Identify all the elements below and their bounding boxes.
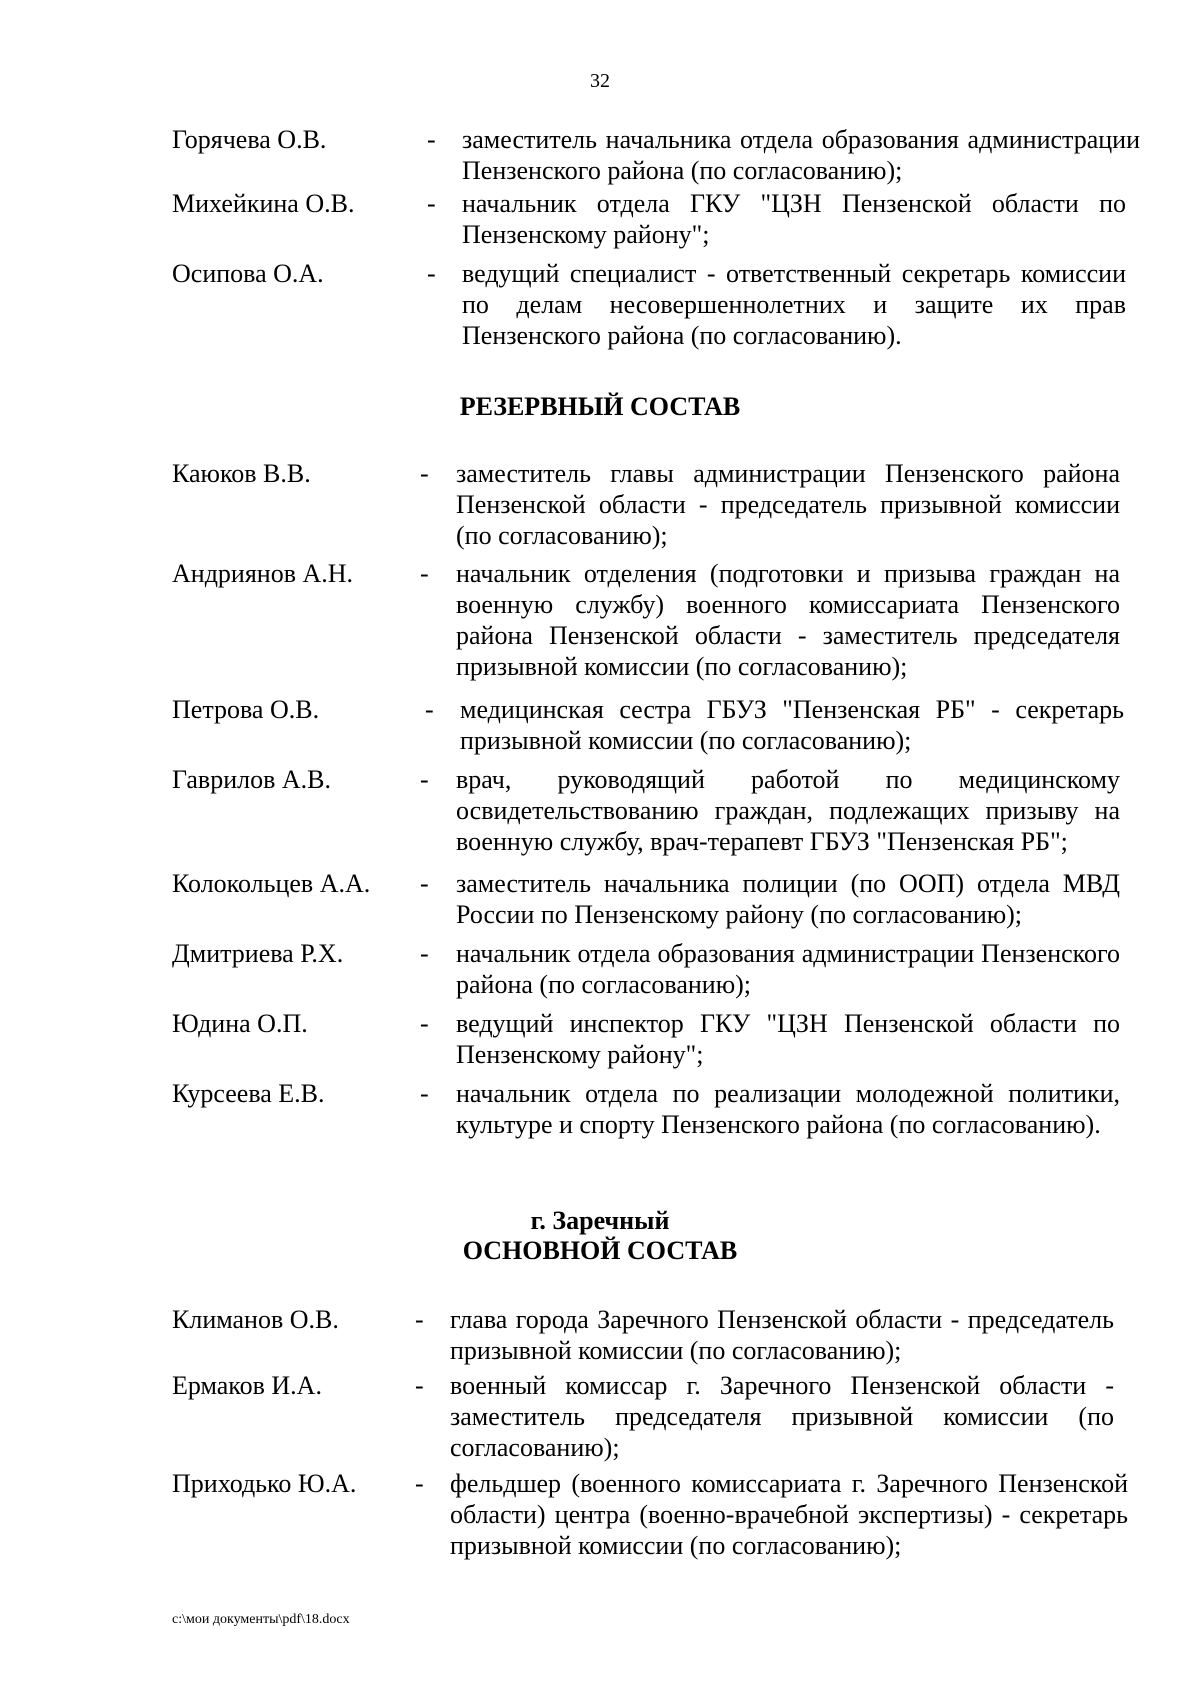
- main-heading: ОСНОВНОЙ СОСТАВ: [462, 1236, 738, 1265]
- file-path-footer: c:\мои документы\pdf\18.docx: [172, 1612, 350, 1627]
- member-name: Гаврилов А.В.: [172, 765, 331, 794]
- reserve-heading: РЕЗЕРВНЫЙ СОСТАВ: [459, 392, 741, 421]
- member-role: заместитель начальника отдела образования администрации Пензенского района (по согласованию);: [462, 125, 1140, 185]
- member-role: ведущий специалист - ответственный секретарь комиссии по делам несовершеннолетних и защите их прав Пензенского района (по согласованию).: [462, 259, 1126, 350]
- member-name: Приходько Ю.А.: [172, 1469, 357, 1498]
- member-dash: -: [415, 1371, 424, 1400]
- member-name: Горячева О.В.: [172, 125, 327, 154]
- member-role: фельдшер (военного комиссариата г. Заречного Пензенской области) центра (военно-врачебной экспертизы) - секретарь призывной комиссии (по согласованию);: [450, 1469, 1128, 1560]
- member-role: военный комиссар г. Заречного Пензенской области - заместитель председателя призывной комиссии (по согласованию);: [450, 1371, 1114, 1462]
- member-role: медицинская сестра ГБУЗ "Пензенская РБ" - секретарь призывной комиссии (по согласованию);: [460, 695, 1124, 755]
- member-dash: -: [427, 189, 436, 218]
- member-name: Каюков В.В.: [172, 459, 311, 488]
- member-dash: -: [420, 1079, 429, 1108]
- member-name: Климанов О.В.: [172, 1305, 339, 1334]
- member-dash: -: [420, 459, 429, 488]
- member-name: Курсеева Е.В.: [172, 1079, 325, 1108]
- city-heading: г. Заречный: [530, 1206, 670, 1235]
- member-role: заместитель главы администрации Пензенского района Пензенской области - председатель призывной комиссии (по согласованию);: [456, 459, 1120, 550]
- member-role: ведущий инспектор ГКУ "ЦЗН Пензенской области по Пензенскому району";: [456, 1009, 1120, 1069]
- member-name: Колокольцев А.А.: [172, 869, 371, 898]
- member-name: Михейкина О.В.: [172, 189, 355, 218]
- page-number: 32: [590, 70, 610, 92]
- member-dash: -: [427, 259, 436, 288]
- member-role: глава города Заречного Пензенской области - председатель призывной комиссии (по согласованию);: [450, 1305, 1114, 1365]
- member-role: начальник отдела по реализации молодежной политики, культуре и спорту Пензенского района (по согласованию).: [456, 1079, 1120, 1139]
- member-name: Юдина О.П.: [172, 1009, 308, 1038]
- member-role: заместитель начальника полиции (по ООП) отдела МВД России по Пензенскому району (по согласованию);: [456, 869, 1120, 929]
- member-dash: -: [420, 765, 429, 794]
- member-dash: -: [427, 125, 436, 154]
- member-dash: -: [425, 695, 434, 724]
- member-dash: -: [420, 559, 429, 588]
- member-name: Осипова О.А.: [172, 259, 324, 288]
- member-dash: -: [420, 869, 429, 898]
- member-dash: -: [420, 1009, 429, 1038]
- member-dash: -: [415, 1305, 424, 1334]
- member-role: начальник отделения (подготовки и призыва граждан на военную службу) военного комиссариата Пензенского района Пензенской области - заместитель председателя призывной комиссии (по согласованию);: [456, 559, 1120, 681]
- member-role: врач, руководящий работой по медицинскому освидетельствованию граждан, подлежащих призыву на военную службу, врач-терапевт ГБУЗ "Пензенская РБ";: [456, 765, 1120, 856]
- member-name: Дмитриева Р.Х.: [172, 939, 344, 968]
- member-role: начальник отдела ГКУ "ЦЗН Пензенской области по Пензенскому району";: [462, 189, 1126, 249]
- member-role: начальник отдела образования администрации Пензенского района (по согласованию);: [456, 939, 1120, 999]
- member-dash: -: [415, 1469, 424, 1498]
- member-name: Петрова О.В.: [172, 695, 320, 724]
- member-name: Андриянов А.Н.: [172, 559, 354, 588]
- member-name: Ермаков И.А.: [172, 1371, 322, 1400]
- member-dash: -: [420, 939, 429, 968]
